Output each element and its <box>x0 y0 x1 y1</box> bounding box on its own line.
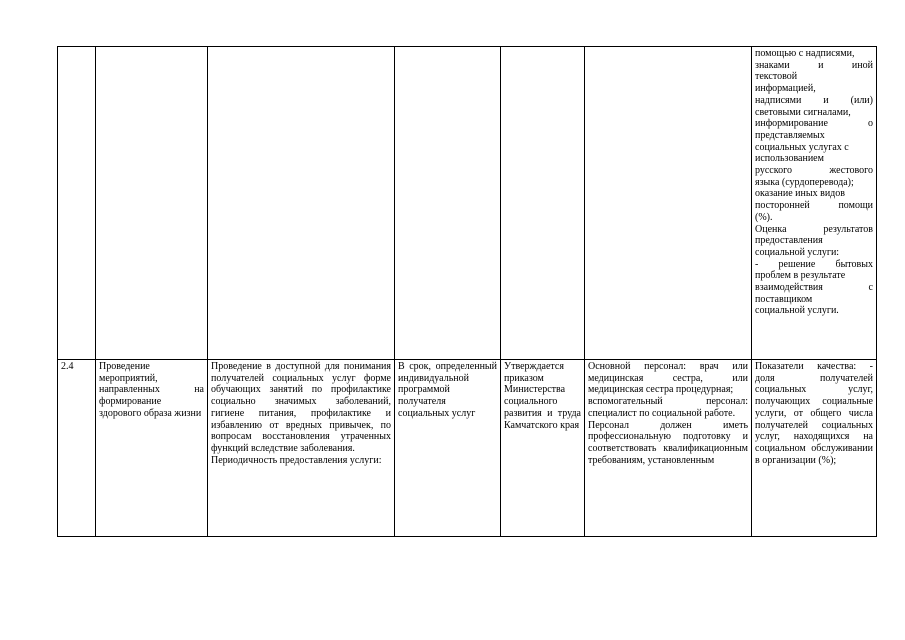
cell-staff-empty <box>585 47 752 360</box>
quality-line: текстовой <box>755 71 798 83</box>
cell-service-name-empty <box>96 47 208 360</box>
table-row-2-4 <box>58 360 877 537</box>
quality-line: Оценка результатов <box>755 223 873 235</box>
quality-line: (%). <box>755 211 773 223</box>
cell-quality: Показатели качества: - доля получателей социальных услуг, получающих социальные услуги, от общего числа получателей социальных услуг, находящихся на социальном обслуживании в организации (%); <box>752 360 877 537</box>
cell-quality-continuation <box>752 47 877 360</box>
staff-aux-text: вспомогательный персонал: специалист по социальной работе. <box>588 396 748 419</box>
quality-line: информирование о <box>755 118 873 130</box>
quality-line: посторонней помощи <box>755 200 873 212</box>
cell-number-empty <box>58 47 96 360</box>
quality-line: надписями и (или) <box>755 94 873 106</box>
quality-line: русского жестового <box>755 165 873 177</box>
cell-service-name: Проведение мероприятий, направленных на формирование здорового образа жизни <box>96 360 208 537</box>
quality-line: использованием <box>755 153 824 165</box>
quality-line: социальной услуги. <box>755 305 839 317</box>
quality-line: предоставления <box>755 235 823 247</box>
cell-tariff: Утверждается приказом Министерства социального развития и труда Камчатского края <box>501 360 585 537</box>
staff-main-text: Основной персонал: врач или медицинская сестра, или медицинская сестра процедурная; <box>588 361 748 396</box>
quality-line: представляемых <box>755 129 825 141</box>
periodicity-text: Периодичность предоставления услуги: <box>211 454 382 466</box>
cell-term-empty <box>395 47 501 360</box>
cell-description <box>208 360 395 537</box>
services-table <box>57 46 877 537</box>
table-row-continuation <box>58 47 877 360</box>
quality-line: - решение бытовых <box>755 258 873 270</box>
quality-line: информацией, <box>755 83 816 95</box>
quality-line: знаками и иной <box>755 59 873 71</box>
quality-line: поставщиком <box>755 293 813 305</box>
cell-tariff-empty <box>501 47 585 360</box>
staff-requirements-text: Персонал должен иметь профессиональную подготовку и соответствовать квалификационным требованиям, установленным <box>588 419 748 466</box>
quality-line: световыми сигналами, <box>755 106 851 118</box>
quality-line: оказание иных видов <box>755 188 845 200</box>
quality-line: помощью с надписями, <box>755 48 855 59</box>
cell-term: В срок, определенный индивидуальной программой получателя социальных услуг <box>395 360 501 537</box>
quality-line: взаимодействия с <box>755 282 873 294</box>
description-text: Проведение в доступной для понимания получателей социальных услуг форме обучающих занятий по профилактике социально значимых заболеваний, гигиене питания, профилактике и избавлению от вредных привычек, по вопросам восстановления утраченных функций вследствие заболевания. <box>211 361 391 454</box>
quality-line: социальных услугах с <box>755 141 849 153</box>
quality-line: проблем в результате <box>755 270 846 282</box>
quality-line: социальной услуги: <box>755 246 840 258</box>
cell-description-empty <box>208 47 395 360</box>
cell-number: 2.4 <box>58 360 96 537</box>
cell-staff <box>585 360 752 537</box>
quality-line: языка (сурдоперевода); <box>755 176 854 188</box>
